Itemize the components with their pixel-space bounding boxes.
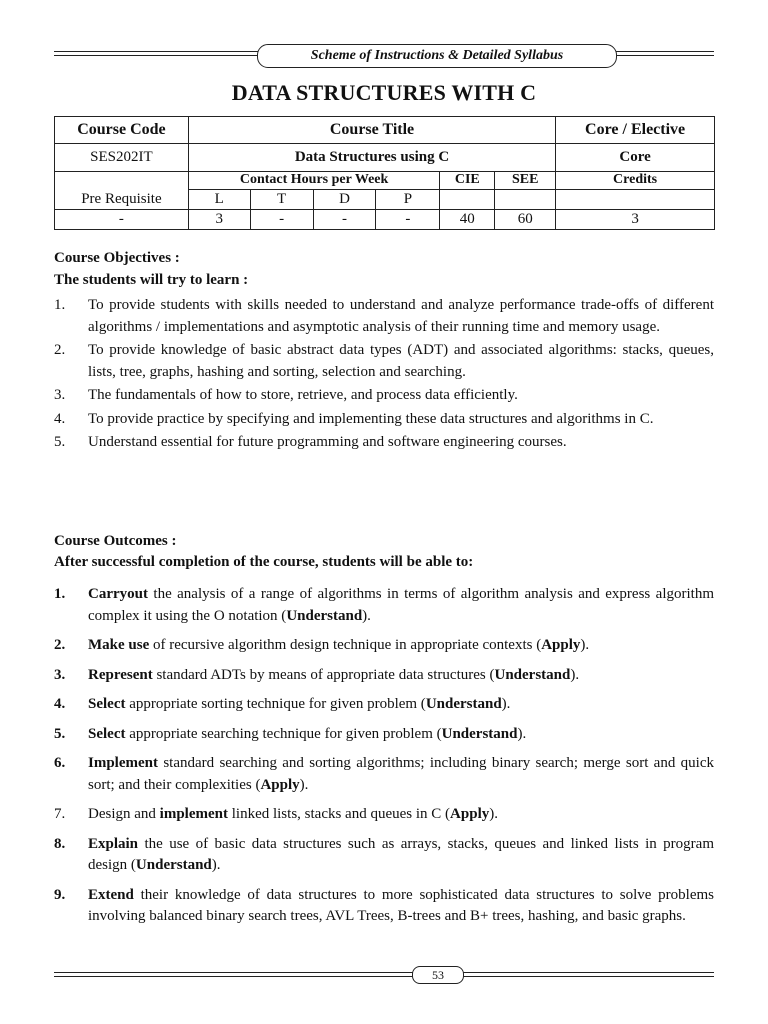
outcome-level: Apply: [450, 806, 490, 822]
item-text: To provide students with skills needed to understand and analyze performance trade-offs of different algorithms / implementations and asymptotic analysis of their running time and memory usage.: [88, 297, 714, 335]
item-number: 7.: [54, 806, 66, 822]
list-item: [54, 694, 714, 716]
outcome-text: appropriate sorting technique for given problem (: [125, 696, 426, 712]
outcomes-list: [54, 584, 714, 936]
item-number: 3.: [54, 666, 66, 683]
footer-rule-top: [54, 972, 714, 973]
item-number: 3.: [54, 387, 66, 403]
item-text: The fundamentals of how to store, retrieve, and process data efficiently.: [88, 387, 518, 403]
item-number: 1.: [54, 586, 66, 602]
list-item: [54, 724, 714, 746]
cie-value: 40: [440, 210, 495, 230]
course-title-value: Data Structures using C: [188, 144, 555, 172]
list-item: [54, 834, 714, 877]
contact-hours-label: Contact Hours per Week: [188, 172, 440, 190]
list-item: [54, 584, 714, 627]
prereq-label: Pre Requisite: [55, 190, 189, 210]
t-label: T: [250, 190, 313, 210]
outcome-level: Understand: [425, 696, 502, 712]
core-value: Core: [556, 144, 715, 172]
credits-value: 3: [556, 210, 715, 230]
l-value: 3: [188, 210, 250, 230]
outcome-level: Understand: [286, 607, 363, 624]
outcome-end: ).: [299, 776, 309, 793]
outcomes-heading: Course Outcomes :: [54, 533, 177, 549]
outcome-text: of recursive algorithm design technique in appropriate contexts (: [149, 637, 542, 653]
empty-cell: [495, 190, 556, 210]
outcome-verb: Extend: [88, 886, 134, 903]
p-label: P: [376, 190, 440, 210]
d-label: D: [313, 190, 376, 210]
header-course-code: Course Code: [55, 117, 189, 144]
outcome-end: ).: [580, 637, 590, 653]
item-number: 4.: [54, 410, 66, 427]
t-value: -: [250, 210, 313, 230]
cie-label: CIE: [440, 172, 495, 190]
outcome-end: ).: [211, 857, 221, 873]
item-number: 9.: [54, 886, 66, 903]
list-item: [54, 753, 714, 796]
item-number: 5.: [54, 725, 66, 742]
list-item: [54, 885, 714, 928]
outcome-end: ).: [570, 666, 580, 683]
header-course-title: Course Title: [188, 117, 555, 144]
list-item: [54, 804, 714, 826]
d-value: -: [313, 210, 376, 230]
page-title: DATA STRUCTURES WITH C: [231, 80, 537, 105]
outcome-end: ).: [489, 806, 498, 822]
list-item: [54, 385, 714, 407]
item-text: To provide knowledge of basic abstract data types (ADT) and associated algorithms: stacks, queues, lists, tree, graphs, hashing and sorting, selection and searching.: [88, 342, 714, 380]
p-value: -: [376, 210, 440, 230]
objectives-list: [54, 295, 714, 456]
list-item: [54, 665, 714, 687]
footer-band: [54, 964, 714, 984]
outcome-verb: Select: [88, 725, 126, 742]
item-number: 2.: [54, 342, 66, 358]
credits-label: Credits: [556, 172, 715, 190]
outcome-text: linked lists, stacks and queues in C (: [227, 806, 451, 822]
item-number: 4.: [54, 696, 66, 712]
outcome-end: ).: [517, 725, 527, 742]
outcome-text: appropriate searching technique for given problem (: [125, 725, 442, 742]
empty-cell: [440, 190, 495, 210]
header-banner-text: Scheme of Instructions & Detailed Syllabus: [257, 44, 617, 68]
outcome-verb: Represent: [88, 666, 153, 683]
outcome-text: their knowledge of data structures to more sophisticated data structures to solve problems involving balanced binary search trees, AVL Trees, B-trees and B+ trees, hashing, and basic graphs.: [88, 886, 714, 924]
item-number: 8.: [54, 835, 66, 852]
outcome-level: Understand: [135, 857, 212, 873]
outcomes-subheading: After successful completion of the course, students will be able to:: [54, 554, 474, 570]
empty-cell: [556, 190, 715, 210]
objectives-subheading: The students will try to learn :: [54, 272, 249, 288]
header-core-elective: Core / Elective: [556, 117, 715, 144]
outcome-text: the analysis of a range of algorithms in terms of algorithm analysis and express algorithm complex it using the O notation (: [88, 586, 714, 624]
outcome-verb: Make use: [88, 637, 150, 653]
objectives-heading: Course Objectives :: [54, 250, 180, 266]
outcome-level: Understand: [441, 725, 518, 742]
outcome-level: Apply: [541, 637, 581, 653]
l-label: L: [188, 190, 250, 210]
list-item: [54, 295, 714, 338]
outcome-pre: Design and: [88, 806, 160, 822]
course-details-table: [54, 116, 715, 230]
list-item: [54, 635, 714, 657]
page-number: 53: [412, 966, 464, 984]
course-code-value: SES202IT: [55, 144, 189, 172]
outcome-end: ).: [362, 607, 371, 624]
item-number: 5.: [54, 434, 66, 450]
outcome-end: ).: [501, 696, 511, 712]
see-value: 60: [495, 210, 556, 230]
outcome-verb: implement: [159, 806, 228, 822]
list-item: [54, 409, 714, 431]
outcome-level: Apply: [260, 776, 300, 793]
item-text: To provide practice by specifying and implementing these data structures and algorithms in C.: [88, 410, 654, 427]
outcome-text: standard ADTs by means of appropriate data structures (: [152, 666, 495, 683]
outcome-verb: Explain: [88, 835, 139, 852]
item-number: 6.: [54, 755, 66, 771]
header-banner: [54, 44, 714, 68]
list-item: [54, 340, 714, 383]
outcome-text: the use of basic data structures such as arrays, stacks, queues and linked lists in program design (: [88, 835, 714, 873]
item-number: 2.: [54, 637, 66, 653]
item-number: 1.: [54, 297, 66, 313]
outcome-level: Understand: [494, 666, 571, 683]
outcome-verb: Select: [88, 696, 126, 712]
empty-cell: [55, 172, 189, 190]
outcome-verb: Implement: [88, 755, 158, 771]
prereq-value: -: [55, 210, 189, 230]
outcome-verb: Carryout: [88, 586, 148, 602]
outcome-text: standard searching and sorting algorithms; including binary search; merge sort and quick sort; and their complexities (: [88, 755, 714, 793]
item-text: Understand essential for future programming and software engineering courses.: [88, 434, 567, 450]
list-item: [54, 432, 714, 454]
see-label: SEE: [495, 172, 556, 190]
footer-rule-bottom: [54, 976, 714, 977]
